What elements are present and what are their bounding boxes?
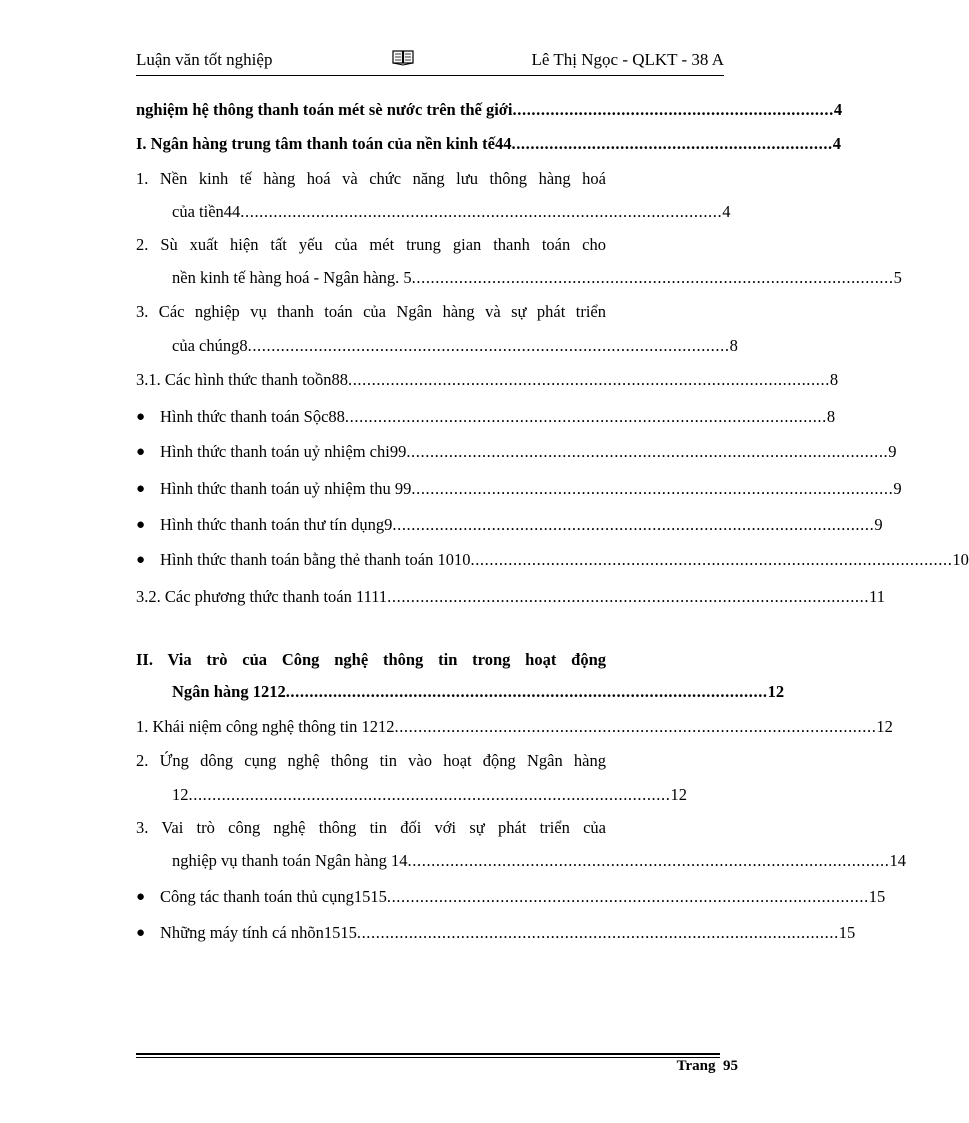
toc-entry: nghiệm hệ thông thanh toán mét sè nước trên thế giới .................................................................... 4 (136, 100, 843, 119)
header-thesis-title: Luận văn tốt nghiệp (136, 50, 273, 69)
toc-entry: 3. Vai trò công nghệ thông tin đối với sự phát triển của (136, 818, 606, 837)
toc-entry: ● Công tác thanh toán thủ cụng1515 ...................................................................................................... 15 (136, 887, 886, 906)
toc-entry: 12 ...................................................................................................... 12 (172, 785, 687, 804)
toc-entry: ● Hình thức thanh toán uỷ nhiệm chi99 ...................................................................................................... 9 (136, 442, 897, 461)
page-number (677, 1058, 738, 1075)
toc-entry: nền kinh tế hàng hoá - Ngân hàng. 5 ...................................................................................................... 5 (172, 268, 902, 287)
toc-entry: ● Những máy tính cá nhõn1515 ...................................................................................................... 15 (136, 923, 856, 942)
page-number-value: 95 (723, 1058, 738, 1074)
toc-entry: 3. Các nghiệp vụ thanh toán của Ngân hàng và sự phát triển (136, 302, 606, 321)
page-header (136, 48, 724, 72)
toc-entry: 1. Nền kinh tế hàng hoá và chức năng lưu thông hàng hoá (136, 169, 606, 188)
toc-entry: 1. Khái niệm công nghệ thông tin 1212 ...................................................................................................... 12 (136, 717, 893, 736)
toc-entry: ● Hình thức thanh toán uỷ nhiệm thu 99 ...................................................................................................... 9 (136, 479, 902, 498)
footer-rule (136, 1057, 720, 1058)
toc-entry: ● Hình thức thanh toán thư tín dụng9 ...................................................................................................... 9 (136, 515, 883, 534)
toc-entry: nghiệp vụ thanh toán Ngân hàng 14 ...................................................................................................... 14 (172, 851, 906, 870)
book-icon (392, 48, 414, 66)
toc-entry: của chúng8 ...................................................................................................... 8 (172, 336, 738, 355)
header-author: Lê Thị Ngọc - QLKT - 38 A (531, 50, 724, 69)
toc-entry: Ngân hàng 1212 ...................................................................................................... 12 (172, 682, 785, 701)
toc-entry: 2. Ứng dông cụng nghệ thông tin vào hoạt động Ngân hàng (136, 751, 606, 770)
toc-entry: 3.2. Các phương thức thanh toán 1111 ...................................................................................................... 11 (136, 587, 885, 606)
toc-entry: ● Hình thức thanh toán Sộc88 ...................................................................................................... 8 (136, 407, 836, 426)
toc-entry: I. Ngân hàng trung tâm thanh toán của nền kinh tế44 .................................................................... 4 (136, 134, 842, 153)
header-rule (136, 75, 724, 76)
toc-entry: 3.1. Các hình thức thanh toồn88 ...................................................................................................... 8 (136, 370, 839, 389)
toc-entry: của tiền44 ...................................................................................................... 4 (172, 202, 731, 221)
toc-entry: ● Hình thức thanh toán bằng thẻ thanh toán 1010 ...................................................................................................... 10 (136, 550, 969, 569)
toc-entry: II. Via trò của Công nghệ thông tin trong hoạt động (136, 650, 606, 669)
page-label: Trang (676, 1058, 716, 1074)
toc-entry: 2. Sù xuất hiện tất yếu của mét trung gian thanh toán cho (136, 235, 606, 254)
footer-rule (136, 1053, 720, 1055)
